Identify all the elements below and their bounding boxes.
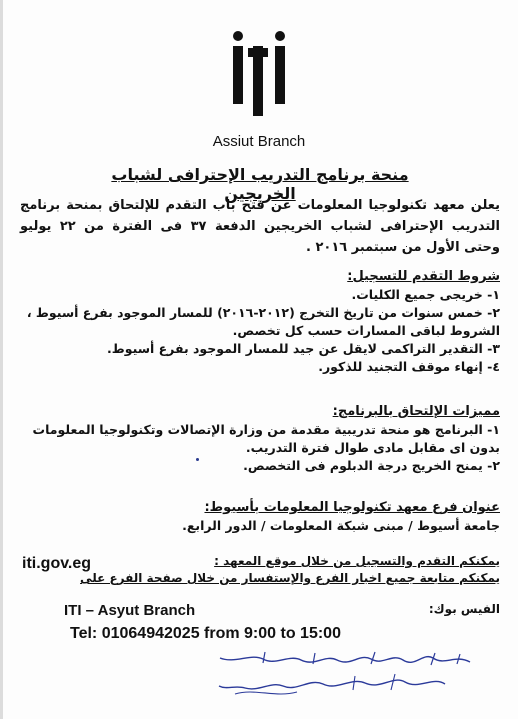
address-section	[10, 500, 500, 535]
follow-text: يمكنكم متابعة جميع اخبار الفرع والإستفسار من خلال صفحة الفرع على	[80, 571, 500, 585]
address-text: جامعة أسيوط / مبنى شبكة المعلومات / الدور الرابع.	[182, 518, 500, 533]
branch-caption: Assiut Branch	[212, 133, 306, 150]
page-edge	[0, 0, 3, 719]
ink-dot	[196, 458, 199, 461]
phone-text: Tel: 01064942025 from 9:00 to 15:00	[70, 625, 341, 642]
requirement-item: ٢- خمس سنوات من تاريخ التخرج (٢٠١٢-٢٠١٦) للمسار الموجود بفرع أسيوط ، الشروط لباقى المسارات حسب كل تخصص.	[26, 305, 500, 338]
iti-logo-icon	[230, 30, 290, 122]
requirements-section	[10, 269, 500, 376]
benefit-item: ١- البرنامج هو منحة تدريبية مقدمة من وزارة الإتصالات وتكنولوجيا المعلومات بدون اى مقابل مادى طوال فترة التدريب.	[32, 422, 500, 455]
contact-block	[10, 553, 500, 587]
handwritten-signature	[205, 650, 475, 705]
benefits-section	[10, 404, 500, 475]
page-title: منحة برنامج التدريب الإحترافى لشباب الخريجين	[111, 165, 409, 203]
benefits-title: مميزات الإلتحاق بالبرنامج:	[332, 404, 500, 419]
requirement-item: ٣- التقدير التراكمى لايقل عن جيد للمسار الموجود بفرع أسيوط.	[107, 341, 500, 356]
website-link[interactable]: iti.gov.eg	[22, 555, 92, 572]
apply-text: يمكنكم التقدم والتسجيل من خلال موقع المعهد :	[214, 554, 500, 568]
address-title: عنوان فرع معهد تكنولوجيا المعلومات بأسيوط:	[204, 500, 500, 515]
facebook-label: الفيس بوك:	[428, 602, 500, 616]
requirement-item: ١- خريجى جميع الكليات.	[351, 287, 500, 302]
benefit-item: ٢- يمنح الخريج درجة الدبلوم فى التخصص.	[243, 458, 500, 473]
requirements-title: شروط التقدم للتسجيل:	[347, 269, 500, 284]
requirement-item: ٤- إنهاء موقف التجنيد للذكور.	[318, 359, 500, 374]
facebook-page-name: ITI – Asyut Branch	[64, 602, 196, 619]
intro-paragraph: يعلن معهد تكنولوجيا المعلومات عن فتح باب التقدم للإلتحاق بمنحة برنامج التدريب الإحترافى لشباب الخريجين الدفعة ٣٧ فى الفترة من ٢٢ يوليو وحتى الأول من سبتمبر ٢٠١٦ .	[20, 198, 500, 255]
